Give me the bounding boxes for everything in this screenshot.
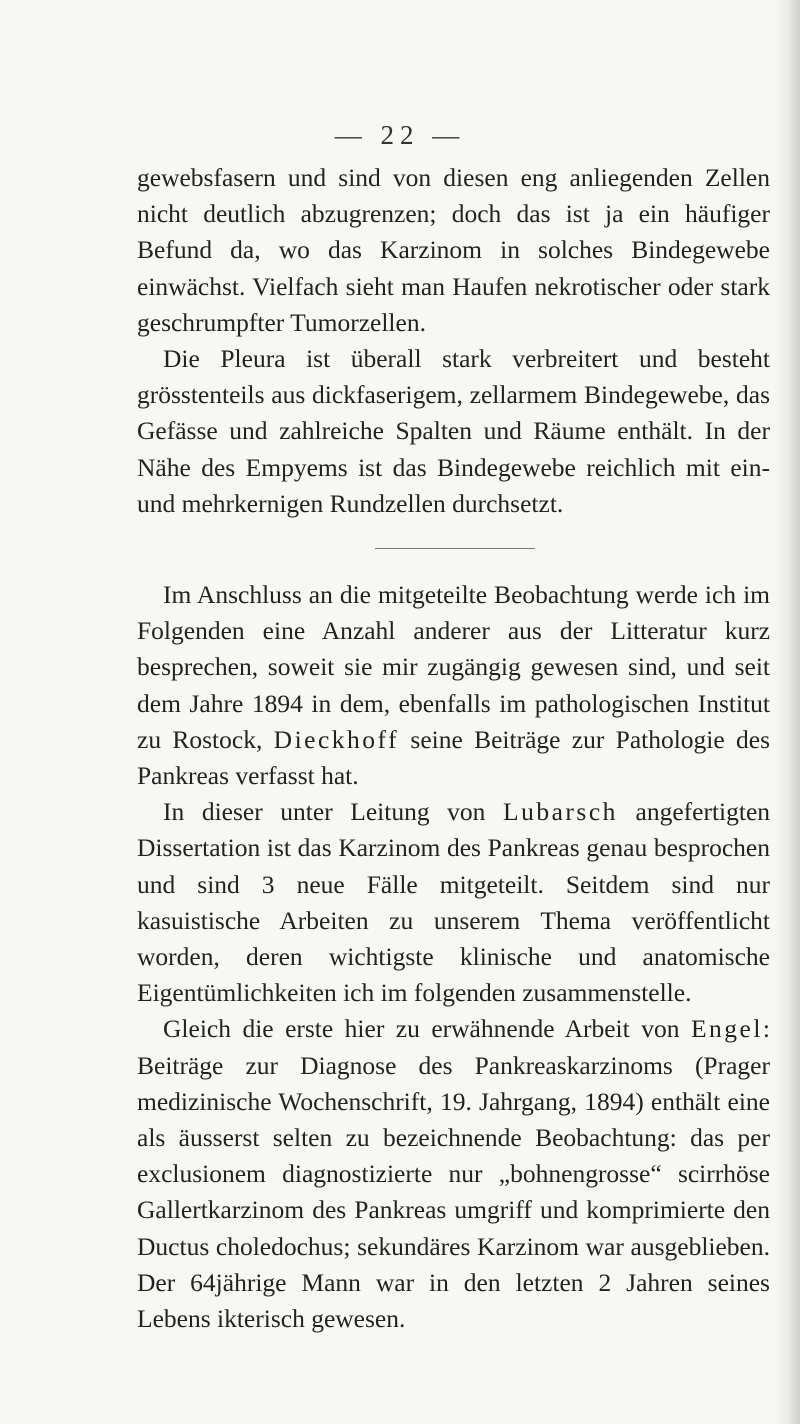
- paragraph-pleura: Die Pleura ist überall stark verbreitert und besteht grösstenteils aus dickfaserigem, zellarmem Bindegewebe, das Gefässe und zahlreiche Spalten und Räume enthält. In der Nähe des Empyems ist das Bindegewebe reichlich mit ein- und mehrkernigen Rundzellen durchsetzt.: [137, 344, 770, 518]
- text-segment: Im Anschluss an die mitgeteilte Beobachtung werde ich im Folgenden eine Anzahl anderer aus der Litteratur kurz besprechen, soweit sie mir zugängig gewesen sind, und seit dem Jahre 1894 in dem, ebenfalls im pathologischen Institut zu Rostock,: [137, 580, 770, 754]
- text-segment: angefertigten Dissertation ist das Karzinom des Pankreas genau besprochen und sind 3 neue Fälle mitgeteilt. Seitdem sind nur kasuistische Arbeiten zu unserem Thema veröffentlicht worden, deren wichtigste klinische und anatomische Eigentümlichkeiten ich im folgenden zusammenstelle.: [137, 797, 771, 1008]
- paragraph-continuation: gewebsfasern und sind von diesen eng anliegenden Zellen nicht deutlich abzugrenzen; doch das ist ja ein häufiger Befund da, wo das Karzinom in solches Bindegewebe einwächst. Vielfach sieht man Haufen nekrotischer oder stark geschrumpfter Tumorzellen.: [137, 163, 770, 337]
- text-segment: Gleich die erste hier zu erwähnende Arbeit von: [163, 1014, 680, 1044]
- paragraph-literature-intro: [137, 577, 770, 794]
- text-block-literature: [137, 577, 770, 1337]
- text-segment: : Beiträge zur Diagnose des Pankreaskarzinoms (Prager medizinische Wochenschrift, 19. Jahrgang, 1894) enthält eine als äusserst selten zu bezeichnende Beobachtung: das per exclusionem diagnostizierte nur „bohnengrosse“ scirrhöse Gallertkarzinom des Pankreas umgriff und komprimierte den Ductus choledochus; sekundäres Karzinom war ausgeblieben. Der 64jährige Mann war in den letzten 2 Jahren seines Lebens ikterisch gewesen.: [137, 1014, 771, 1334]
- text-segment: seine Beiträge zur Pathologie des Pankreas verfasst hat.: [137, 724, 771, 791]
- text-block-top: [137, 160, 770, 522]
- section-divider: [375, 548, 535, 549]
- author-name-dieckhoff: Dieckhoff: [273, 724, 400, 754]
- paragraph-dissertation: [137, 794, 770, 1011]
- paragraph-engel: [137, 1011, 770, 1337]
- author-name-lubarsch: Lubarsch: [503, 797, 618, 827]
- page-edge-shadow: [774, 0, 800, 1424]
- text-segment: In dieser unter Leitung von: [163, 797, 486, 827]
- author-name-engel: Engel: [690, 1014, 763, 1044]
- page-number: — 22 —: [334, 120, 466, 150]
